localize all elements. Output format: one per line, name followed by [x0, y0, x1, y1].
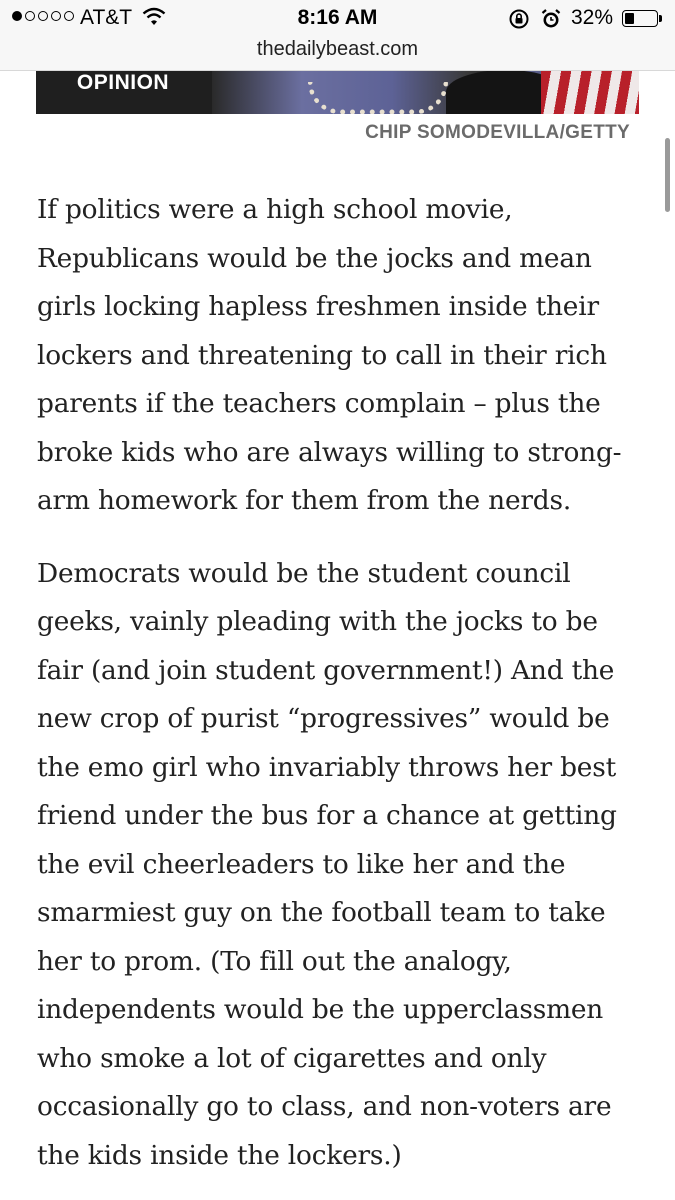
article-paragraph: If politics were a high school movie, Republicans would be the jocks and mean girls locking hapless freshmen inside their lockers and threatening to call in their rich parents if the teachers complain – plus the broke kids who are always willing to strong-arm homework for them from the nerds.	[37, 194, 622, 516]
status-bar	[0, 4, 675, 34]
battery-tip	[659, 15, 662, 22]
browser-top-bar	[0, 0, 675, 71]
battery-percent: 32%	[571, 6, 614, 29]
rotation-lock-icon	[508, 8, 530, 30]
url-bar[interactable]: thedailybeast.com	[256, 38, 419, 60]
battery-icon	[622, 10, 658, 27]
alarm-icon	[540, 8, 562, 30]
scrollbar[interactable]	[665, 138, 670, 212]
battery-level-fill	[625, 13, 634, 24]
section-label[interactable]: OPINION	[76, 71, 170, 94]
photo-credit: CHIP SOMODEVILLA/GETTY	[365, 122, 630, 143]
article-body	[37, 186, 647, 1200]
carrier-name: AT&T	[80, 6, 133, 29]
article-paragraph: Democrats would be the student council geeks, vainly pleading with the jocks to be fair (and join student government!) And the new crop of purist “progressives” would be the emo girl who invariably throws her best friend under the bus for a chance at getting the evil cheerleaders to like her and the smarmiest guy on the football team to take her to prom. (To fill out the analogy, independents would be the upperclassmen who smoke a lot of cigarettes and only occasionally go to class, and non-voters are the kids inside the lockers.)	[37, 557, 617, 1171]
clock: 8:16 AM	[297, 6, 378, 29]
